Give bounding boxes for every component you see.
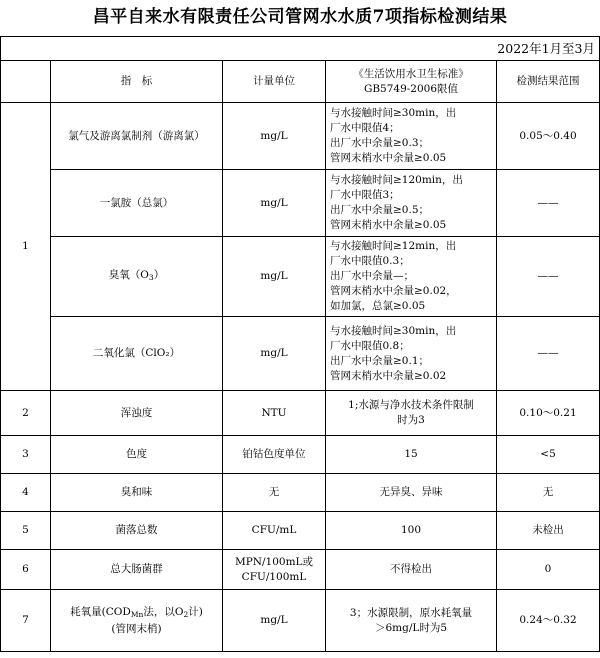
indicator-name: 二氧化氯（ClO₂） (51, 317, 223, 391)
standard-line: 3；水源限制，原水耗氧量 (349, 606, 473, 619)
unit-cell: mg/L (223, 590, 326, 652)
standard-line: 厂水中限值4； (330, 122, 400, 134)
table-row (1, 550, 600, 590)
unit-cell: mg/L (223, 237, 326, 317)
indicator-name-text: 臭氧（O (108, 269, 149, 281)
standard-cell: 100 (326, 512, 497, 550)
subscript: 3 (148, 273, 154, 282)
standard-line: 出厂水中余量—； (330, 270, 414, 282)
row-number: 4 (1, 474, 51, 512)
standard-line: 管网末梢水中余量≥0.05 (330, 152, 447, 164)
result-cell: <5 (497, 436, 600, 474)
header-standard (326, 61, 497, 103)
indicator-name-line1 (54, 605, 219, 622)
indicator-name-text: 计) (188, 605, 203, 618)
row-number: 6 (1, 550, 51, 590)
standard-cell (326, 317, 497, 391)
standard-line: 与水接触时间≥12min，出 (330, 240, 457, 252)
unit-cell: mg/L (223, 170, 326, 237)
unit-cell: CFU/mL (223, 512, 326, 550)
result-cell: 0.05～0.40 (497, 103, 600, 170)
standard-line: 厂水中限值3； (330, 189, 400, 201)
result-cell: 未检出 (497, 512, 600, 550)
row-number: 1 (1, 103, 51, 391)
date-range: 2022年1月至3月 (1, 37, 600, 61)
unit-cell: NTU (223, 391, 326, 436)
unit-cell: 无 (223, 474, 326, 512)
table-row (1, 237, 600, 317)
row-number: 2 (1, 391, 51, 436)
unit-line: CFU/100mL (241, 570, 307, 583)
standard-cell (326, 103, 497, 170)
water-quality-table (0, 36, 600, 652)
unit-cell (223, 550, 326, 590)
table-row (1, 170, 600, 237)
report-title: 昌平自来水有限责任公司管网水水质7项指标检测结果 (92, 7, 508, 27)
result-cell: 无 (497, 474, 600, 512)
indicator-name-text: ） (153, 269, 165, 281)
standard-line: 如加氯，总氯≥0.05 (330, 300, 426, 312)
table-row (1, 512, 600, 550)
standard-line: 管网末梢水中余量≥0.02， (330, 285, 457, 297)
table-row (1, 391, 600, 436)
header-index: 指 标 (51, 61, 223, 103)
indicator-name: 菌落总数 (51, 512, 223, 550)
result-cell: —— (497, 170, 600, 237)
standard-line: 厂水中限值0.3； (330, 255, 410, 267)
header-result: 检测结果范围 (497, 61, 600, 103)
header-standard-line1: 《生活饮用水卫生标准》 (353, 67, 469, 80)
standard-line: ＞6mg/L时为5 (374, 621, 448, 634)
subscript: 2 (183, 609, 189, 619)
indicator-name (51, 237, 223, 317)
indicator-name: 总大肠菌群 (51, 550, 223, 590)
standard-cell (326, 590, 497, 652)
standard-cell: 无异臭、异味 (326, 474, 497, 512)
standard-line: 厂水中限值0.8； (330, 339, 410, 352)
standard-cell (326, 170, 497, 237)
row-number: 3 (1, 436, 51, 474)
standard-line: 管网末梢水中余量≥0.05 (330, 219, 447, 231)
standard-cell (326, 237, 497, 317)
standard-line: 1;水源与净水技术条件限制 (348, 399, 474, 411)
indicator-name-line2: (管网末梢) (111, 622, 162, 635)
standard-cell: 15 (326, 436, 497, 474)
header-unit: 计量单位 (223, 61, 326, 103)
result-cell: —— (497, 237, 600, 317)
result-cell: 0.10～0.21 (497, 391, 600, 436)
standard-cell: 不得检出 (326, 550, 497, 590)
unit-cell: mg/L (223, 317, 326, 391)
indicator-name: 色度 (51, 436, 223, 474)
date-row (1, 37, 600, 61)
table-row (1, 103, 600, 170)
unit-line: MPN/100mL或 (234, 555, 313, 568)
standard-line: 出厂水中余量≥0.5； (330, 204, 429, 216)
standard-cell (326, 391, 497, 436)
indicator-name: 浑浊度 (51, 391, 223, 436)
result-cell: 0 (497, 550, 600, 590)
standard-line: 出厂水中余量≥0.1； (330, 354, 429, 367)
table-row (1, 317, 600, 391)
standard-line: 出厂水中余量≥0.3； (330, 137, 429, 149)
standard-line: 与水接触时间≥120min，出 (330, 174, 463, 186)
row-number: 5 (1, 512, 51, 550)
table-row (1, 590, 600, 652)
row-number: 7 (1, 590, 51, 652)
unit-cell: 铂钴色度单位 (223, 436, 326, 474)
header-number (1, 61, 51, 103)
indicator-name-text: 耗氧量(COD (70, 605, 131, 618)
indicator-name: 氯气及游离氯制剂（游离氯） (51, 103, 223, 170)
result-cell: —— (497, 317, 600, 391)
table-row (1, 436, 600, 474)
indicator-name: 臭和味 (51, 474, 223, 512)
indicator-name-text: 法，以O (143, 605, 184, 618)
result-cell: 0.24～0.32 (497, 590, 600, 652)
standard-line: 时为3 (397, 414, 425, 426)
standard-line: 与水接触时间≥30min，出 (330, 107, 457, 119)
header-row (1, 61, 600, 103)
indicator-name: 一氯胺（总氯） (51, 170, 223, 237)
subscript: Mn (130, 609, 144, 619)
header-standard-line2: GB5749-2006限值 (363, 82, 459, 95)
indicator-name (51, 590, 223, 652)
table-row (1, 474, 600, 512)
standard-line: 与水接触时间≥30min，出 (330, 324, 457, 337)
unit-cell: mg/L (223, 103, 326, 170)
standard-line: 管网末梢水中余量≥0.02 (330, 369, 447, 382)
